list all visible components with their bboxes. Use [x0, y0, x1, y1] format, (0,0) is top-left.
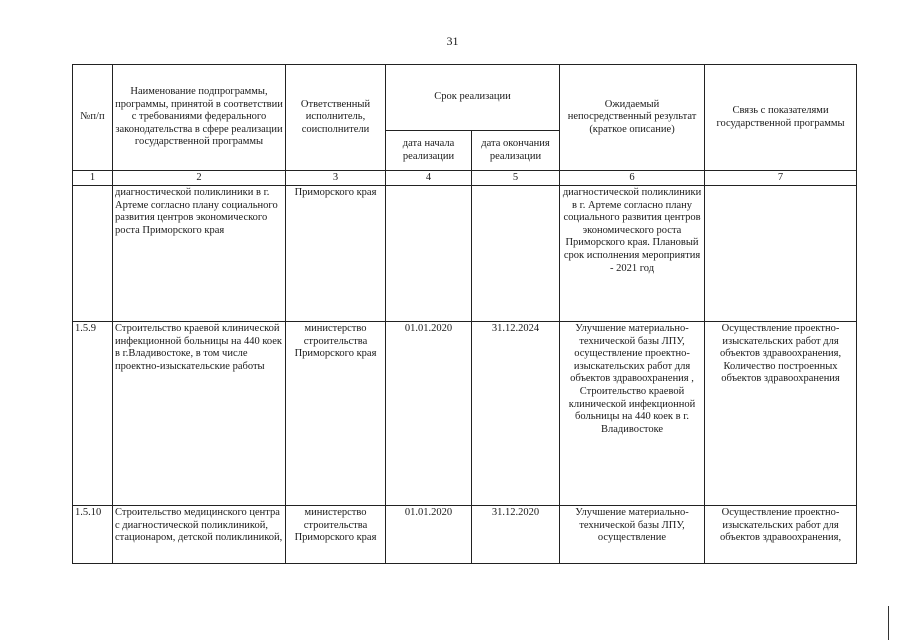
row-num: [73, 186, 113, 322]
row-name: Строительство медицинского центра с диагностической поликлиникой, стационаром, детской поликлиникой,: [113, 506, 286, 564]
table-row: [73, 322, 857, 506]
row-name: Строительство краевой клинической инфекционной больницы на 440 коек в г.Владивостоке, в том числе проектно-изыскательские работы: [113, 322, 286, 506]
header-num: №п/п: [73, 65, 113, 171]
row-link: Осуществление проектно-изыскательских работ для объектов здравоохранения, Количество построенных объектов здравоохранения: [705, 322, 857, 506]
row-num: 1.5.9: [73, 322, 113, 506]
column-number: 2: [113, 171, 286, 186]
row-end: [472, 186, 560, 322]
row-result: Улучшение материально-технической базы ЛПУ, осуществление: [560, 506, 705, 564]
row-link: [705, 186, 857, 322]
header-link: Связь с показателями государственной программы: [705, 65, 857, 171]
scan-edge-line: [888, 606, 889, 640]
row-end: 31.12.2020: [472, 506, 560, 564]
program-table: [72, 64, 857, 564]
row-start: 01.01.2020: [386, 506, 472, 564]
column-number-row: [73, 171, 857, 186]
page-number: 31: [446, 34, 459, 48]
row-num: 1.5.10: [73, 506, 113, 564]
header-result: Ожидаемый непосредственный результат (краткое описание): [560, 65, 705, 171]
header-executor: Ответственный исполнитель, соисполнители: [286, 65, 386, 171]
row-result: диагностической поликлиники в г. Артеме согласно плану социального развития центров экономического роста Приморского края. Плановый срок исполнения мероприятия - 2021 год: [560, 186, 705, 322]
column-number: 5: [472, 171, 560, 186]
column-number: 1: [73, 171, 113, 186]
row-start: 01.01.2020: [386, 322, 472, 506]
table-row: [73, 506, 857, 564]
row-result: Улучшение материально-технической базы ЛПУ, осуществление проектно-изыскательских работ для объектов здравоохранения , Строительство краевой клинической инфекционной больницы на 440 коек в г. Владивостоке: [560, 322, 705, 506]
column-number: 4: [386, 171, 472, 186]
header-row: [73, 65, 857, 131]
row-end: 31.12.2024: [472, 322, 560, 506]
header-end: дата окончания реализации: [472, 131, 560, 171]
header-period: Срок реализации: [386, 65, 560, 131]
column-number: 3: [286, 171, 386, 186]
row-link: Осуществление проектно-изыскательских работ для объектов здравоохранения,: [705, 506, 857, 564]
row-executor: министерство строительства Приморского края: [286, 506, 386, 564]
header-name: Наименование подпрограммы, программы, принятой в соответствии с требованиями федерального законодательства в сфере реализации государственной программы: [113, 65, 286, 171]
table-row: [73, 186, 857, 322]
row-name: диагностической поликлиники в г. Артеме согласно плану социального развития центров экономического роста Приморского края: [113, 186, 286, 322]
header-start: дата начала реализации: [386, 131, 472, 171]
row-executor: Приморского края: [286, 186, 386, 322]
column-number: 7: [705, 171, 857, 186]
column-number: 6: [560, 171, 705, 186]
row-executor: министерство строительства Приморского края: [286, 322, 386, 506]
row-start: [386, 186, 472, 322]
